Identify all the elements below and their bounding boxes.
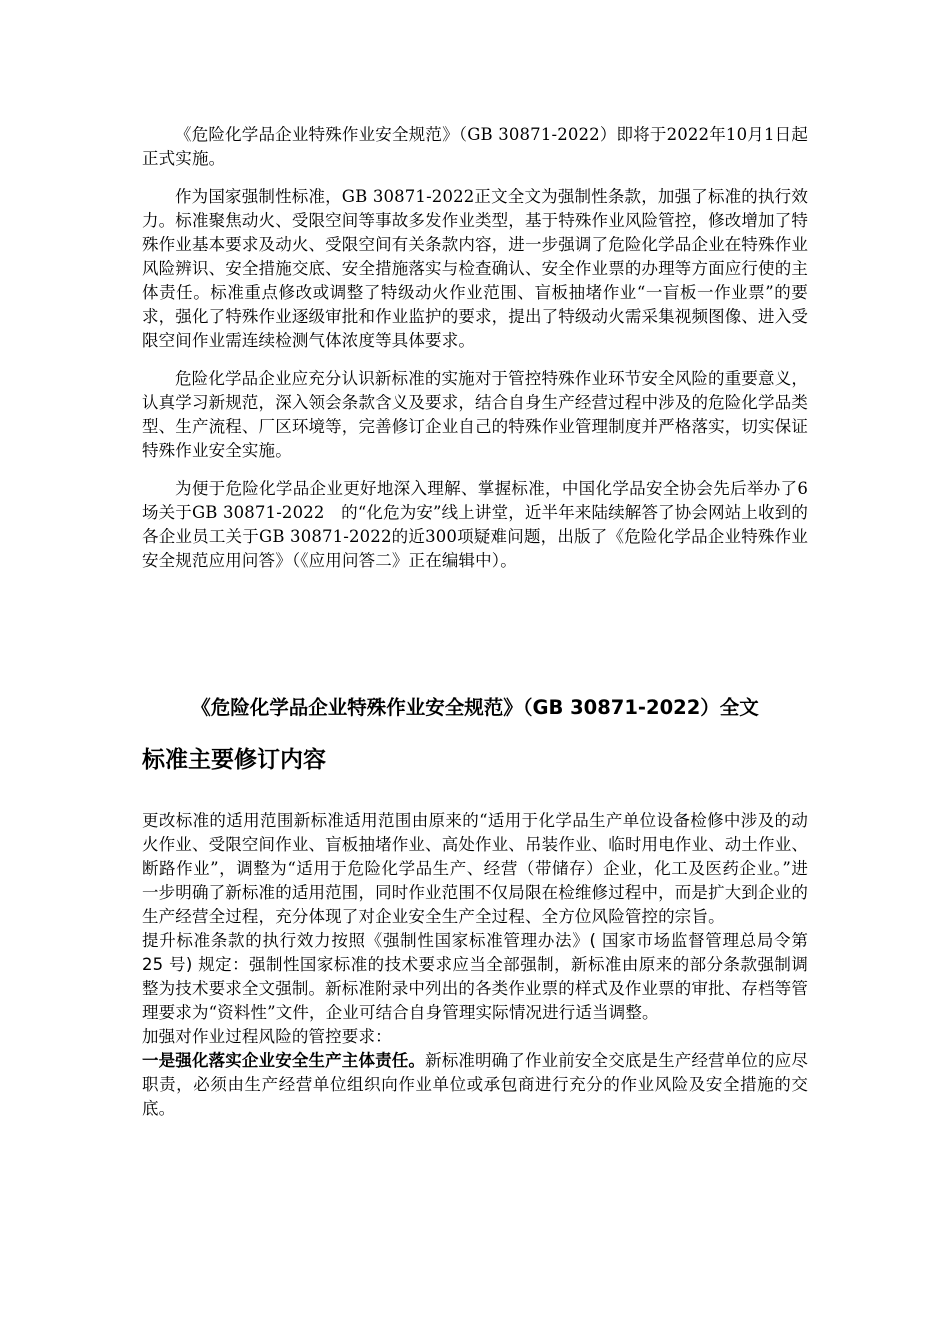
intro-paragraph-4: 为便于危险化学品企业更好地深入理解、掌握标准，中国化学品安全协会先后举办了6场关于GB 30871-2022 的“化危为安”线上讲堂，近半年来陆续解答了协会网站上收到的各企业员工关于GB 30871-2022的近300项疑难问题，出版了《危险化学品企业特殊作业安全规范应用问答》（《应用问答二》正在编辑中）。 bbox=[142, 479, 808, 570]
intro-paragraph-1: 《危险化学品企业特殊作业安全规范》（GB 30871-2022）即将于2022年10月1日起正式实施。 bbox=[142, 125, 808, 168]
body-paragraph-effect-close: 号) bbox=[163, 955, 199, 974]
responsibility-rest: 新标准明确了作业前安全交底是生产经营单位的应尽职责，必须由生产经营单位组织向作业单位或承包商进行充分的作业风险及安全措施的交底。 bbox=[142, 1051, 809, 1118]
body-paragraph-effect-post: 规定：强制性国家标准的技术要求应当全部强制，新标准由原来的部分条款强制调整为技术要求全文强制。新标准附录中列出的各类作业票的样式及作业票的审批、存档等管理要求为“资料性”文件，企业可结合自身管理实际情况进行适当调整。 bbox=[142, 955, 808, 1022]
fulltext-heading: 《危险化学品企业特殊作业安全规范》（GB 30871-2022）全文 bbox=[191, 696, 759, 719]
intro-paragraph-2: 作为国家强制性标准，GB 30871-2022正文全文为强制性条款，加强了标准的执行效力。标准聚焦动火、受限空间等事故多发作业类型，基于特殊作业风险管控，修改增加了特殊作业基本要求及动火、受限空间有关条款内容，进一步强调了危险化学品企业在特殊作业风险辨识、安全措施交底、安全措施落实与检查确认、安全作业票的办理等方面应行使的主体责任。标准重点修改或调整了特级动火作业范围、盲板抽堵作业“一盲板一作业票”的要求，强化了特殊作业逐级审批和作业监护的要求，提出了特级动火需采集视频图像、进入受限空间作业需连续检测气体浓度等具体要求。 bbox=[142, 187, 808, 350]
body-paragraph-scope: 更改标准的适用范围新标准适用范围由原来的“适用于化学品生产单位设备检修中涉及的动火作业、受限空间作业、盲板抽堵作业、高处作业、吊装作业、临时用电作业、动土作业、断路作业”，调整为“适用于危险化学品生产、经营（带储存）企业，化工及医药企业。”进一步明确了新标准的适用范围，同时作业范围不仅局限在检维修过程中，而是扩大到企业的生产经营全过程，充分体现了对企业安全生产全过程、全方位风险管控的宗旨。 bbox=[142, 811, 808, 926]
body-paragraph-effect-pre: 提升标准条款的执行效力按照《强制性国家标准管理办法》 bbox=[142, 931, 590, 950]
body-paragraph-effect bbox=[142, 929, 808, 1025]
body-paragraph-control: 加强对作业过程风险的管控要求： bbox=[142, 1027, 392, 1046]
section-title: 标准主要修订内容 bbox=[142, 747, 326, 773]
responsibility-bold-lead: 一是强化落实企业安全生产主体责任。 bbox=[142, 1051, 426, 1070]
document-page bbox=[142, 123, 809, 1118]
revision-content bbox=[142, 809, 808, 1121]
body-paragraph-effect-number: 25 bbox=[142, 955, 164, 974]
body-paragraph-effect-open: ( 国家市场监督管理总局令第 bbox=[589, 931, 808, 950]
body-paragraph-responsibility bbox=[142, 1049, 808, 1121]
intro-paragraph-3: 危险化学品企业应充分认识新标准的实施对于管控特殊作业环节安全风险的重要意义，认真学习新规范，深入领会条款含义及要求，结合自身生产经营过程中涉及的危险化学品类型、生产流程、厂区环境等，完善修订企业自己的特殊作业管理制度并严格落实，切实保证特殊作业安全实施。 bbox=[142, 369, 808, 460]
